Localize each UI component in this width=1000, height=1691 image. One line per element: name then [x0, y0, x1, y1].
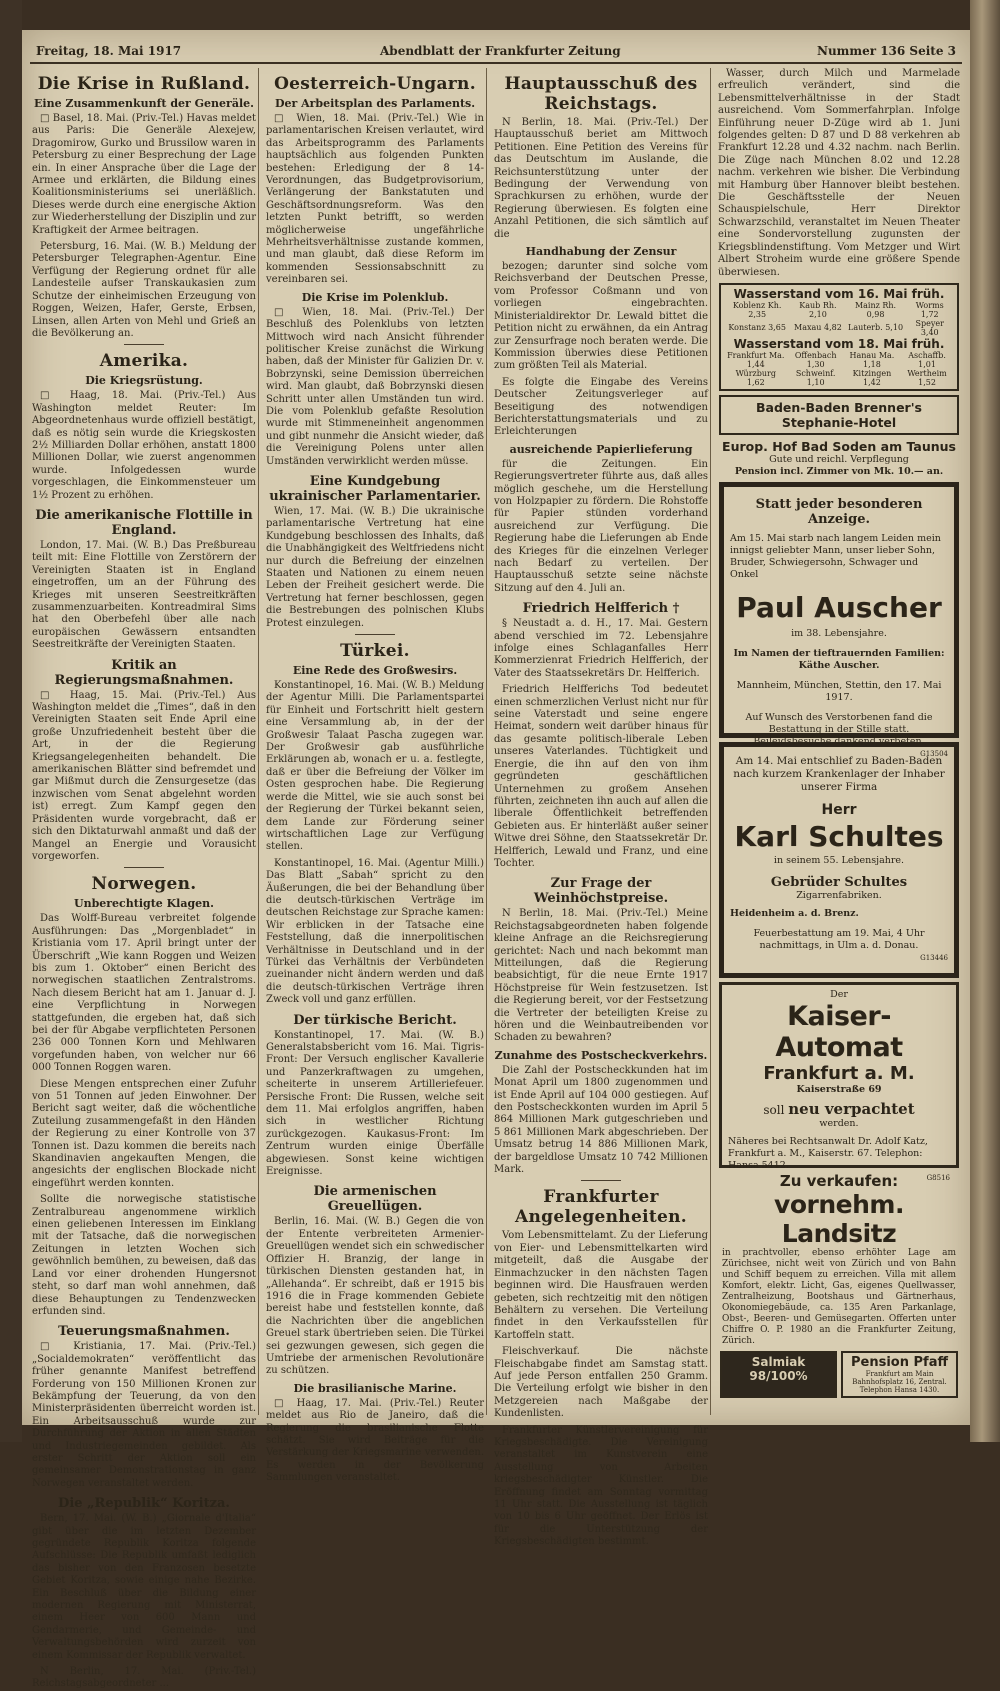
article-text: Konstantinopel, 16. Mai. (Agentur Milli.) Das Blatt „Sabah“ spricht zu den Äußerungen, die bei der Behandlung über die deutsch-türkischen Verträge im deutschen Reichstage zur Sprache kamen: Wir erblicken in der Tatsache eine Feststellung, daß die innerpolitischen Verhältnisse in Deutschland und in der Türkei das Verhältnis der Verbündeten zueinander nicht ändern werden und daß die deutsch-türkischen Verträge ihren Zweck voll und ganz erfüllen.	[266, 857, 484, 1006]
headline-amerika: Amerika.	[99, 351, 189, 372]
table-row: Konstanz 3,65 Maxau 4,82 Lauterb. 5,10 Speyer 3,40	[728, 318, 944, 337]
article-text: □ Wien, 18. Mai. (Priv.-Tel.) Der Beschluß des Polenklubs von letzten Mittwoch wird nach Ansicht führender politischer Kreise zunächst die Wirkung haben, daß der Minister für Galizien Dr. v. Bobrzynski, seine Demission überreichen wird. Man glaubt, daß Bobrzynski diesen Schritt unter allen Umständen tun wird. Die vom Polenklub gefaßte Resolution wurde mit Stimmeneinheit angenommen und gibt nunmehr die Ansicht wieder, daß die Vereinigung Polens unter allen Umständen verwirklicht werden müsse.	[266, 306, 484, 467]
table-row: Würzburg 1,62 Schweinf. 1,10 Kitzingen 1,42 Wertheim 1,52	[735, 368, 947, 387]
table-row: Frankfurt Ma. 1,44 Offenbach 1,30 Hanau Ma. 1,18 Aschaffb. 1,01	[727, 350, 946, 369]
article-text: □ Wien, 18. Mai. (Priv.-Tel.) Wie in parlamentarischen Kreisen verlautet, wird das Arbeitsprogramm des Parlaments hauptsächlich aus folgenden Punkten bestehen: Erledigung der 8 14-Verordnungen, das Budgetprovisorium, Verlängerung der Bankstatuten und Geschäftsordnungsreform. Was den letzten Punkt betrifft, so werden möglicherweise ungefährliche Mehrheitsverhältnisse zustande kommen, und man glaubt, daß diese Reform im kommenden Sessionsabschnitt zu vereinbaren sei.	[266, 113, 484, 286]
ad-kaiser-automat: Der Kaiser-Automat Frankfurt a. M. Kaiserstraße 69 soll neu verpachtet werden. Näheres bei Rechtsanwalt Dr. Adolf Katz, Frankfurt a. M., Kaiserstr. 67. Telephon: Hansa 5412. G8516	[719, 982, 959, 1168]
headline-bericht: Der türkische Bericht.	[293, 1012, 457, 1028]
article-text: Wasser, durch Milch und Marmelade erfreulich verändert, sind die Lebensmittelverhältnisse in der Stadt ausreichend. Vom Sommerfahrplan. Infolge Einführung neuer D-Züge wird ab 1. Juni folgendes gelten: D 87 und D 88 verkehren ab Frankfurt 12.28 und 4.32 nachm. nach Berlin. Die Züge nach München 8.02 und 12.28 nachm. verkehren wie bisher. Die Verbindung mit Hamburg über Hannover bleibt bestehen. Die Geschäftsstelle der Neuen Schauspielschule, Herr Direktor Schwarzschild, veranstaltet im Neuen Theater eine Sondervorstellung zugunsten der Kriegsblindenstiftung. Vom Metzger und Wirt Albert Stroheim wurde eine größere Spende überwiesen.	[718, 68, 960, 278]
hotel-ad-brenner: Baden-Baden Brenner's Stephanie-Hotel	[719, 395, 959, 435]
headline-republik: Die „Republik“ Koritza.	[58, 1496, 230, 1512]
headline-krise-russland: Die Krise in Rußland.	[37, 74, 251, 94]
header-masthead: Abendblatt der Frankfurter Zeitung	[380, 44, 621, 58]
deceased-name: Karl Schultes	[734, 819, 944, 853]
article-text: London, 17. Mai. (W. B.) Das Preßbureau teilt mit: Eine Flottille von Zerstörern der Vereinigten Staaten ist in England eingetroffen, um an der Führung des Krieges mit unseren Seestreitkräften zusammenzuarbeiten. Kontreadmiral Sims hat den Oberbefehl über alle nach europäischen Gewässern entsandten Seestreitkräfte der Vereinigten Staaten.	[32, 539, 256, 651]
page-left-edge	[0, 0, 22, 1442]
headline-hauptausschuss: Hauptausschuß des Reichstags.	[504, 74, 698, 114]
header-date: Freitag, 18. Mai 1917	[36, 44, 182, 58]
article-text: N Berlin, 17. Mai. (Priv.-Tel.) Reichstagsabgeordneter ...	[32, 1666, 256, 1690]
ad-pension-pfaff: Pension Pfaff Frankfurt am Main Bahnhofsplatz 16, Zentral. Telephon Hansa 1430.	[841, 1351, 958, 1398]
headline-kritik: Kritik an Regierungsmaßnahmen.	[54, 657, 234, 688]
article-text: N Berlin, 18. Mai. (Priv.-Tel.) Meine Reichstagsabgeordneten haben folgende kleine Anfrage an die Reichsregierung gerichtet: Nach und nach bekommt man Mitteilungen, daß die Regierung beabsichtigt, für die neue Ernte 1917 Höchstpreise für Wein festzusetzen. Ist die Regierung bereit, vor der Festsetzung die Vertreter der beteiligten Kreise zu hören und die Weinbautreibenden vor Schaden zu bewahren?	[494, 908, 708, 1044]
article-text: Diese Mengen entsprechen einer Zufuhr von 51 Tonnen auf jeden Einwohner. Der Bericht sagt weiter, daß die wöchentliche Zuteilung zusammengefaßt in den Händen der Regierung zu einer Kontrolle von 37 Tonnen ist. Dazu kommen die bereits nach Skandinavien angekauften Mengen, die angesichts der englischen Blockade nicht eingeführt werden konnten.	[32, 1078, 256, 1189]
article-text: □ Kristiania, 17. Mai. (Priv.-Tel.) „Socialdemokraten“ veröffentlicht das früher genannte Manifest betreffend Forderung von 150 Millionen Kronen zur Bekämpfung der Teuerung, da von den Ministerpräsidenten überreicht worden ist. Ein Arbeitsausschuß wurde zur Durchführung der Aktion in allen Städten und Industriegemeinden gebildet. Als erster Schritt der Aktion soll ein gemeinsamer Demonstrationstag in ganz Norwegen veranstaltet werden.	[32, 1341, 256, 1489]
water-level-box	[719, 283, 959, 391]
page-header	[30, 42, 962, 64]
book-binding	[970, 0, 1000, 1442]
subheadline: Der Arbeitsplan des Parlaments.	[274, 97, 476, 110]
table-row: Koblenz Kh. 2,35 Kaub Rh. 2,10 Mainz Rh. 0,98 Worms 1,72	[732, 300, 944, 319]
death-notice-auscher: Statt jeder besonderen Anzeige. Am 15. Mai starb nach langem Leiden mein innigst geliebter Mann, unser lieber Sohn, Bruder, Schwiegersohn, Schwager und Onkel Paul Auscher im 38. Lebensjahre. Im Namen der tieftrauernden Familien: Käthe Auscher. Mannheim, München, Stettin, den 17. Mai 1917. Auf Wunsch des Verstorbenen fand die Bestattung in der Stille statt. Beileidsbesuche dankend verbeten. G13504	[719, 482, 959, 738]
headline-helfferich: Friedrich Helfferich †	[522, 601, 680, 617]
article-text: Petersburg, 16. Mai. (W. B.) Meldung der Petersburger Telegraphen-Agentur. Eine Verfügung der Regierung ordnet für alle Landesteile aufser Transkaukasien zum Schutze der einheimischen Erzeugung von Roggen, Weizen, Hafer, Gerste, Erbsen, Linsen, allen Arten von Mehl und Grieß an die Bevölkerung an.	[32, 241, 256, 339]
article-text: Es folgte die Eingabe des Vereins Deutscher Zeitungsverleger auf Beseitigung des notwendigen Berichterstattungsmaterials und zu Erleichterungen	[494, 376, 708, 438]
deceased-name: Paul Auscher	[736, 590, 942, 624]
subheadline: Eine Zusammenkunft der Generäle.	[34, 97, 254, 110]
article-text: N Berlin, 18. Mai. (Priv.-Tel.) Der Hauptausschuß beriet am Mittwoch Petitionen. Eine Petition des Vereins für das Deutschtum im Auslande, die Reichsunterstützung unter der Bedingung der Verwendung von Sprachkursen zu erhöhen, wurde der Regierung überwiesen. Es folgten eine Anzahl Petitionen, die sich sämtlich auf die	[494, 117, 708, 240]
headline-frankfurt: Frankfurter Angelegenheiten.	[515, 1187, 687, 1228]
column-1	[30, 68, 259, 1690]
ad-salmiak: Salmiak 98/100%	[720, 1351, 837, 1398]
article-text: Fleischverkauf. Die nächste Fleischabgabe findet am Samstag statt. Auf jede Person entfallen 250 Gramm. Die Verteilung erfolgt wie bisher in den Metzgereien nach Maßgabe der Kundenlisten.	[494, 1346, 708, 1420]
subheadline: Eine Rede des Großwesirs.	[292, 664, 458, 678]
headline-teuerung: Teuerungsmaßnahmen.	[58, 1324, 230, 1340]
water-level-title-2: Wasserstand vom 18. Mai früh.	[733, 336, 945, 351]
article-text: Die Zahl der Postscheckkunden hat im Monat April um 1800 zugenommen und ist Ende April auf 104 000 gestiegen. Auf den Postscheckkonten wurden im April 5 864 Millionen Mark gutgeschrieben und 5 861 Millionen Mark abgeschrieben. Der Umsatz betrug 14 886 Millionen Mark, der bargeldlose Umsatz 10 742 Millionen Mark.	[494, 1064, 708, 1176]
article-text: Konstantinopel, 16. Mai. (W. B.) Meldung der Agentur Milli. Die Parlamentspartei für Einheit und Fortschritt hielt gestern eine Versammlung ab, in der der Großwesir Talaat Pascha zugegen war. Der Großwesir gab ausführliche Erklärungen ab, wonach er u. a. festlegte, daß er über die Befreiung der Völker im Osten gesprochen habe. Die Regierung werde die Mittel, wie sie auch sonst bei der Regierung der Türkei bekannt seien, dem Lande zur Förderung seiner wirtschaftlichen Lage zur Verfügung stellen.	[266, 680, 484, 853]
death-notice-schultes: Am 14. Mai entschlief zu Baden-Baden nach kurzem Krankenlager der Inhaber unserer Firma Herr Karl Schultes in seinem 55. Lebensjahre. Gebrüder Schultes Zigarrenfabriken. Heidenheim a. d. Brenz. Feuerbestattung am 19. Mai, 4 Uhr nachmittags, in Ulm a. d. Donau. G13446	[719, 742, 959, 978]
headline-flottille: Die amerikanische Flottille in England.	[35, 507, 253, 538]
article-text: Sollte die norwegische statistische Zentralbureau angenommene wirklich einen geliebenen Interessen im Einklang mit der Tatsache, daß die norwegischen Zeitungen in letzten Wochen sich gewöhnlich bemühen, zu beweisen, daß das Land vor einer drohenden Hungersnot steht, so darf man wohl annehmen, daß diese Behauptungen zu Tendenzwecken erfunden sind.	[32, 1194, 256, 1317]
article-text: □ Haag, 15. Mai. (Priv.-Tel.) Aus Washington meldet die „Times“, daß in den Vereinigten Staaten seit Ende April eine große Unzufriedenheit besteht über die Art, in der die Regierung Kriegsangelegenheiten behandelt. Die amerikanischen Blätter sind befremdet und gar Mißmut durch die Zensurgesetze (das inzwischen vom Senat abgelehnt worden ist) erregt. Zum Kampf gegen den Präsidenten wurde vorgebracht, daß er sich den Diktaturwahl anmaßt und daß der Mangel an Energie und Vorausicht vorgeworfen.	[32, 689, 256, 862]
article-text: Das Wolff-Bureau verbreitet folgende Ausführungen: Das „Morgenbladet“ in Kristiania vom 17. April bringt unter der Überschrift „Wie kann Roggen und Weizen bis zum 1. Oktober“ einen Bericht des norwegischen staatlichen Zentralstroms. Nach diesem Bericht hat am 1. Januar d. J. eine Verpflichtung in Norwegen stattgefunden, die ergeben hat, daß sich bei der für Abgabe verpflichteten Personen 236 000 Tonnen Korn und Mehlwaren vorgefunden haben, von welcher nur 66 000 Tonnen Roggen waren.	[32, 913, 256, 1074]
article-text: Frankfurter Künstlervereinigung für Kriegsbeschädigte. Die Vereinigung veranstaltet im Kunstverein eine Ausstellung von Arbeiten kriegsbeschädigter Künstler. Die Eröffnung findet am Sonntag vormittag 11 Uhr statt. Die Ausstellung ist täglich von 10 bis 6 Uhr geöffnet. Der Erlös ist für die Unterstützung der Kriegsbeschädigten bestimmt.	[494, 1424, 708, 1548]
ad-landsitz: Zu verkaufen: vornehm. Landsitz in prachtvoller, ebenso erhöhter Lage am Zürichsee, nicht weit von Zürich und von Bahn und Schiff bequem zu erreichen. Villa mit allem Komfort, elektr. Licht, Gas, eigenes Quellwasser, Zentralheizung, Bootshaus und Gärtnerhaus, Okonomiegebäude, ca. 135 Aren Parkanlage, Obst-, Beeren- und Gemüsegarten. Offerten unter Chiffre O. P. 1980 an die Frankfurter Zeitung, Zürich.	[722, 1171, 956, 1346]
article-text: Friedrich Helfferichs Tod bedeutet einen schmerzlichen Verlust nicht nur für seine Vaterstadt und seine engere Heimat, sondern weit darüber hinaus für das gesamte politisch-liberale Leben unseres Vaterlandes. Tüchtigkeit und Energie, die ihn auf den von ihm gegründeten geschäftlichen Unternehmen zu großem Ansehen führten, zeichneten ihn auch auf allen die liberale Öffentlichkeit betreffenden Gebieten aus. Er hinterläßt außer seiner Witwe drei Söhne, den Staatssekretär Dr. Helfferich, Lewald und Franz, und eine Tochter.	[494, 684, 708, 869]
headline-tuerkei: Türkei.	[340, 641, 410, 662]
water-level-table	[724, 301, 954, 337]
headline-oesterreich: Oesterreich-Ungarn.	[274, 74, 476, 94]
water-level-title: Wasserstand vom 16. Mai früh.	[733, 286, 945, 301]
subheadline: Unberechtigte Klagen.	[73, 897, 214, 911]
headline-kundgebung: Eine Kundgebung ukrainischer Parlamentarier.	[269, 473, 481, 504]
article-text: Konstantinopel, 17. Mai. (W. B.) Generalstabsbericht vom 16. Mai. Tigris-Front: Der Versuch englischer Kavallerie und Panzerkraftwagen zu umgehen, scheiterte in unserem Artilleriefeuer. Persische Front: Die Russen, welche seit dem 11. Mai erfolglos angriffen, haben sich in westlicher Richtung zurückgezogen. Kaukasus-Front: Im Zentrum wurden einige Überfälle abgewiesen. Sonst keine wichtigen Ereignisse.	[266, 1029, 484, 1178]
subheadline: Die brasilianische Marine.	[293, 1381, 457, 1395]
subheadline: Die Krise im Polenklub.	[301, 290, 449, 304]
column-3	[492, 68, 711, 1548]
subheadline: Zunahme des Postscheckverkehrs.	[494, 1048, 708, 1062]
article-text: bezogen; darunter sind solche vom Reichsverband der Deutschen Presse, vom Professor Coßmann und von vorliegen eingebrachten. Ministerialdirektor Dr. Lewald bittet die Petition nicht zu erwähnen, da ein Antrag zur Zensurfrage noch beraten werde. Die Kommission überwies diese Petitionen zum größten Teil als Material.	[494, 261, 708, 372]
article-text: § Neustadt a. d. H., 17. Mai. Gestern abend verschied im 72. Lebensjahre infolge eines Schlaganfalles Herr Kommerzienrat Friedrich Helfferich, der Vater des Staatssekretärs Dr. Helfferich.	[494, 618, 708, 679]
header-page-number: Nummer 136 Seite 3	[816, 44, 956, 58]
article-text: Wien, 17. Mai. (W. B.) Die ukrainische parlamentarische Vertretung hat eine Kundgebung beschlossen des Inhalts, daß die Unabhängigkeit des Weltfriedens nicht nur durch die Befreiung der einzelnen Staaten und Nationen zu einem neuen Leben der Freiheit gesichert werde. Die Vertretung hat ferner beschlossen, gegen die Bestrebungen des polnischen Klubs Protest einzulegen.	[266, 505, 484, 629]
article-text: Berlin, 16. Mai. (W. B.) Gegen die von der Entente verbreiteten Armenier-Greuellügen wendet sich ein schwedischer Offizier H. Branzig, der lange in türkischen Diensten gestanden hat, in „Allehanda“. Er schreibt, daß er 1915 bis 1916 die in Frage kommenden Gebiete bereist habe und feststellen konnte, daß die Nachrichten über die angeblichen Greuel stark übertrieben seien. Die Türkei sei gezwungen gewesen, sich gegen die Umtriebe der armenischen Revolutionäre zu schützen.	[266, 1216, 484, 1377]
article-text: □ Basel, 18. Mai. (Priv.-Tel.) Havas meldet aus Paris: Die Generäle Alexejew, Dragomirow, Gurko und Brussilow waren in Petersburg zu einer Besprechung der Lage ein. In einer Ansprache über die Lage der Armee und erklärten, die Bildung eines Koalitionsministeriums sei unerläßlich. Dieses werde durch eine energische Aktion zur Wiederherstellung der Disziplin und zur Kraftigkeit der Armee beitragen.	[32, 113, 256, 236]
article-text: Bern, 17. Mai. (W. B.) „Giornale d'Italia“ gibt über die im letzten Dezember gegründete Republik Koritza folgende Aufschlüsse: Die Republik umfaßt lediglich das bisher von den Franzosen besetzte Gebiet Koritza, sowie einige nahe Bezirke. Ein Beschluß über die Bildung einer modernen Regierung mit Ministerrat, einem Heer von 600 Mann und Gendarmerie, und Gemeinde- und Verwaltungsbehörden wird zurzeit von einem Kommissar der Republik verwaltet.	[32, 1513, 256, 1661]
headline-armenier: Die armenischen Greuellügen.	[313, 1184, 437, 1215]
subheadline: Die Kriegsrüstung.	[85, 374, 203, 388]
newspaper-page	[22, 30, 970, 1690]
article-text: □ Haag, 17. Mai. (Priv.-Tel.) Reuter meldet aus Rio de Janeiro, daß die Regierung die brasilianische Flotte schätzt. Sie wird Beiträge für die Verstärkung der Kriegsmarine verwenden. Es werden in der Bevölkerung Sammlungen veranstaltet.	[266, 1397, 484, 1484]
headline-weinhoechst: Zur Frage der Weinhöchstpreise.	[533, 876, 669, 907]
hotel-ad-soden: Europ. Hof Bad Soden am Taunus Gute und reichl. Verpflegung Pension incl. Zimmer von Mk. 10.— an.	[722, 438, 956, 477]
article-text: für die Zeitungen. Ein Regierungsvertreter führte aus, daß alles möglich geschehe, um die Herstellung von Holzpapier zu fördern. Die Rohstoffe für Papier stünden vorderhand ausreichend zur Verfügung. Die Regierung habe die Lieferungen ab Ende des Krieges für die einzelnen Verleger nach Bedarf zu verteilen. Der Hauptausschuß setzte seine nächste Sitzung auf den 4. Juli an.	[494, 458, 708, 594]
subheadline: ausreichende Papierlieferung	[509, 442, 693, 456]
article-text: Vom Lebensmittelamt. Zu der Lieferung von Eier- und Lebensmittelkarten wird mitgeteilt, daß die Ausgabe der Einmachzucker in den nächsten Tagen beginnen wird. Die Hausfrauen werden gebeten, sich rechtzeitig mit den nötigen Behältern zu versehen. Die Verteilung findet in den Verkaufsstellen für Kartoffeln statt.	[494, 1230, 708, 1341]
small-ads-row	[720, 1351, 958, 1398]
water-level-table-2	[724, 351, 954, 387]
column-4-ads	[716, 68, 962, 1415]
headline-norwegen: Norwegen.	[91, 874, 197, 895]
subheadline: Handhabung der Zensur	[525, 245, 677, 259]
column-2	[264, 68, 487, 1484]
article-text: □ Haag, 18. Mai. (Priv.-Tel.) Aus Washington meldet Reuter: Im Abgeordnetenhaus wurde offiziell bestätigt, daß es nötig sein wurde die Kriegskosten 2½ Milliarden Dollar erhöhen, anstatt 1800 Millionen Dollar, wie zuerst angenommen wurde. Infolgedessen wurde vorgeschlagen, die Einkommensteuer um 1½ Prozent zu erhöhen.	[32, 390, 256, 501]
